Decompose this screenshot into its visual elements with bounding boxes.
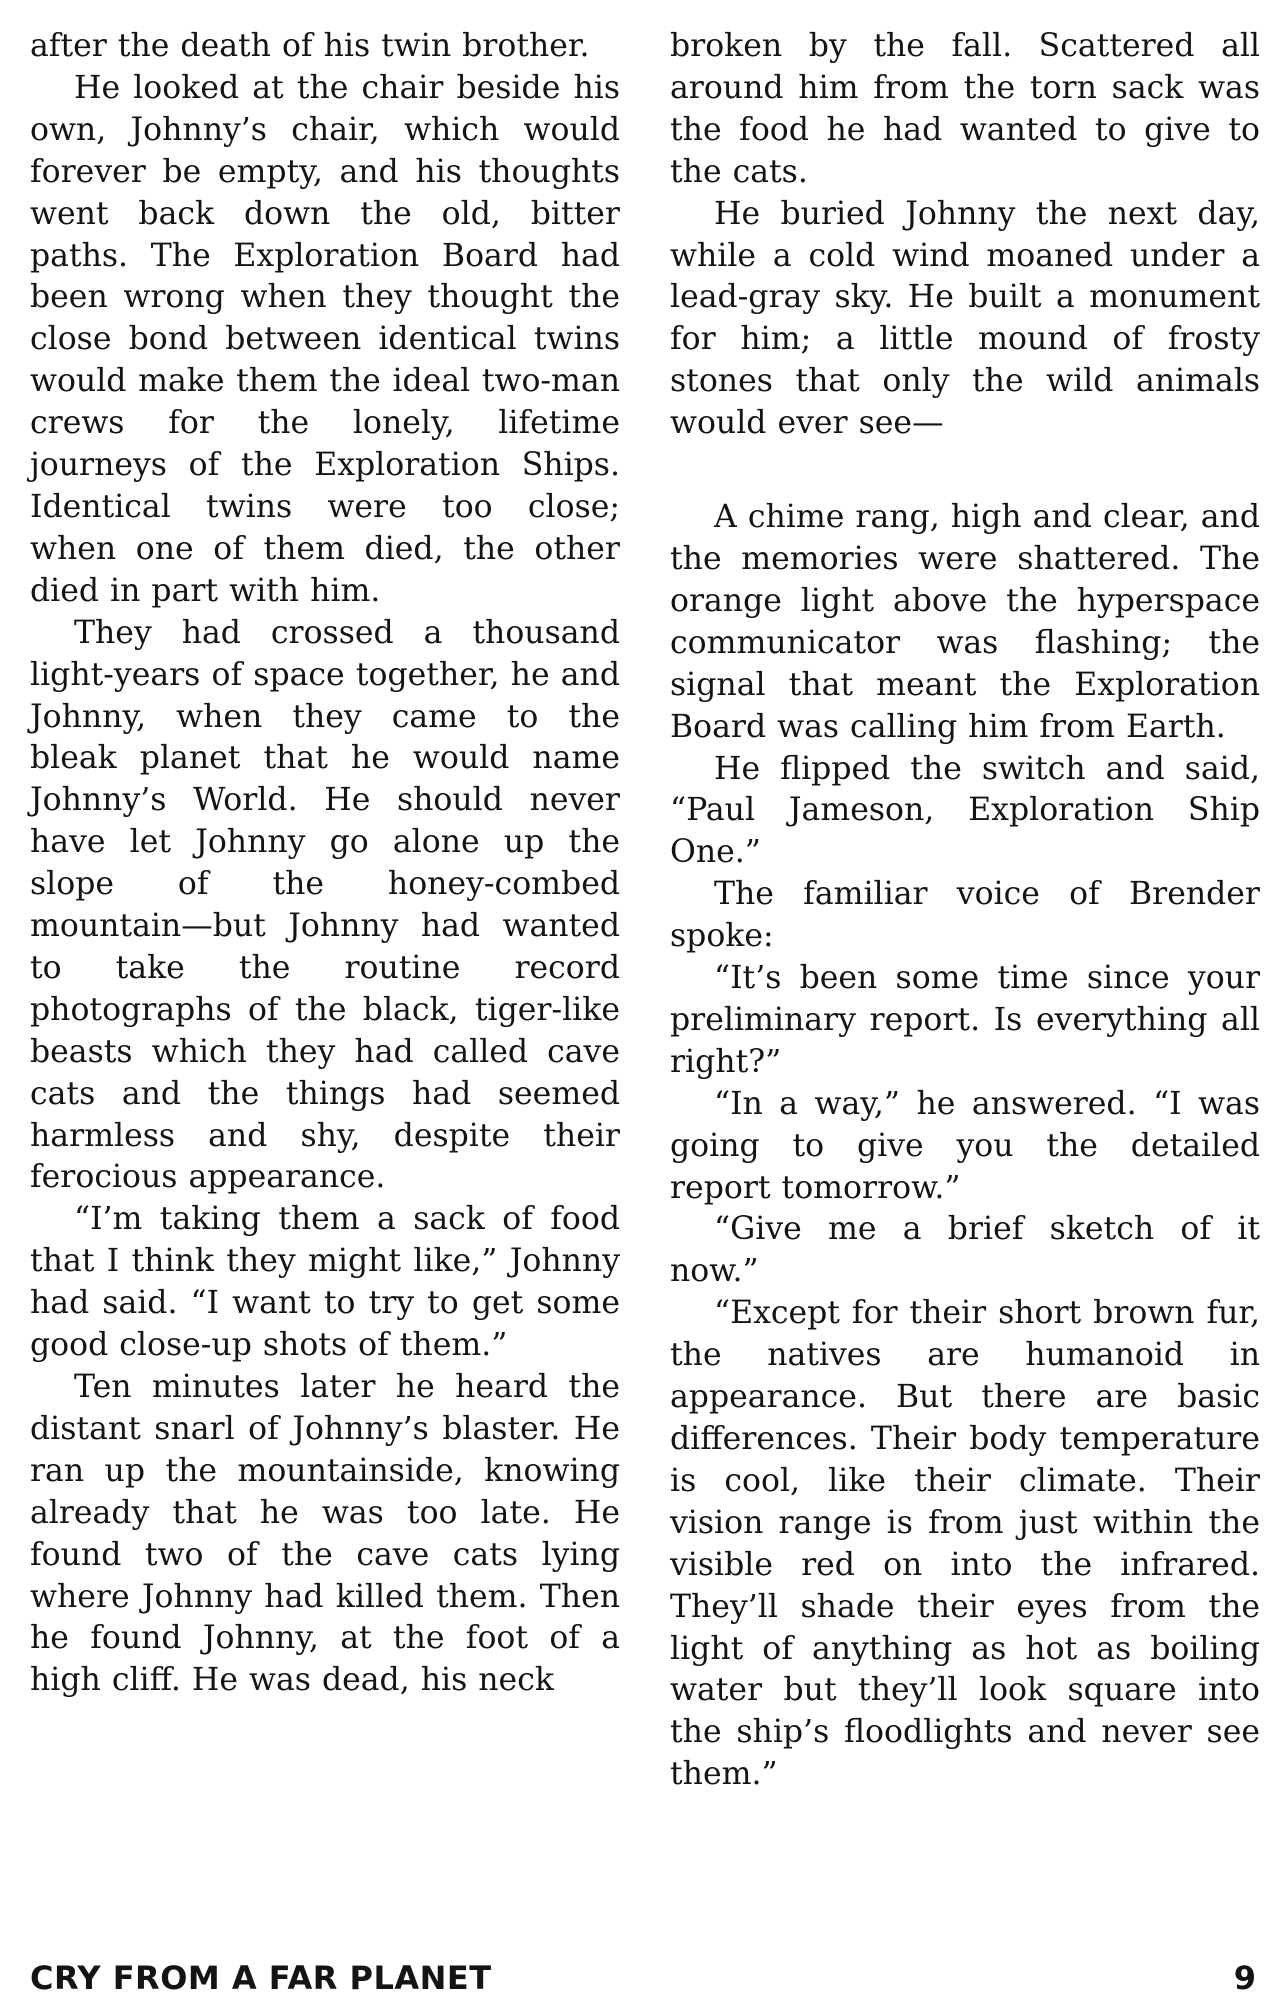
paragraph: They had crossed a thousand light-years of space together, he and Johnny, when they came to the bleak planet that he would name Johnny’s World. He should never have let Johnny go alone up the slope of the honey-combed mountain—but Johnny had wanted to take the routine record photographs of the black, tiger-like beasts which they had called cave cats and the things had seemed harmless and shy, despite their ferocious appearance. [30,614,620,1196]
page-footer [30,1954,1264,2002]
paragraph: “Except for their short brown fur, the natives are humanoid in appearance. But there are basic differences. Their body temperature is cool, like their climate. Their vision range is from just within the visible red on into the infrared. They’ll shade their eyes from the light of anything as hot as boiling water but they’ll look square into the ship’s floodlights and never see them.” [670,1295,1260,1793]
paragraph: after the death of his twin brother. [30,28,590,64]
paragraph: A chime rang, high and clear, and the memories were shattered. The orange light above the hyperspace communicator was flashing; the signal that meant the Exploration Board was calling him from Earth. [670,499,1260,745]
paragraph: “I’m taking them a sack of food that I think they might like,” Johnny had said. “I want to try to get some good close-up shots of them.” [30,1201,620,1364]
paragraph: He looked at the chair beside his own, Johnny’s chair, which would forever be empty, and his thoughts went back down the old, bitter paths. The Exploration Board had been wrong when they thought the close bond between identical twins would make them the ideal two-man crews for the lonely, lifetime journeys of the Exploration Ships. Identical twins were too close; when one of them died, the other died in part with him. [30,69,620,609]
paragraph: “It’s been some time since your preliminary report. Is everything all right?” [670,960,1260,1080]
paragraph: He buried Johnny the next day, while a cold wind moaned under a lead-gray sky. He built a monument for him; a little mound of frosty stones that only the wild animals would ever see— [670,195,1260,442]
paragraph: The familiar voice of Brender spoke: [670,876,1260,955]
paragraph: “Give me a brief sketch of it now.” [670,1211,1260,1290]
left-column [30,26,620,1702]
page-number: 9 [1233,1959,1256,1997]
paragraph: “In a way,” he answered. “I was going to give you the detailed report tomorrow.” [670,1085,1260,1206]
paragraph: broken by the fall. Scattered all around him from the torn sack was the food he had wanted to give to the cats. [670,28,1260,190]
right-column [670,26,1260,1796]
paragraph: He flipped the switch and said, “Paul Jameson, Exploration Ship One.” [670,750,1260,871]
running-title: CRY FROM A FAR PLANET [30,1959,492,1997]
paragraph: Ten minutes later he heard the distant snarl of Johnny’s blaster. He ran up the mountainside, knowing already that he was too late. He found two of the cave cats lying where Johnny had killed them. Then he found Johnny, at the foot of a high cliff. He was dead, his neck [30,1369,620,1699]
